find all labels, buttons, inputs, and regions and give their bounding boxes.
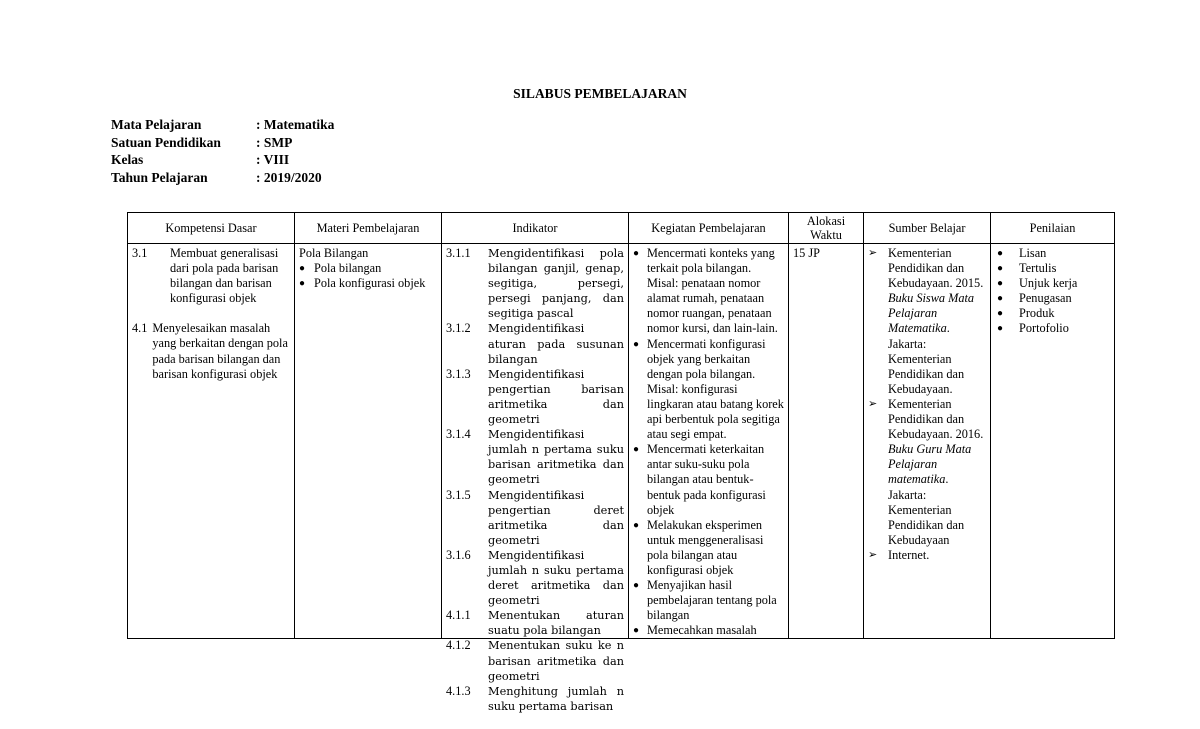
materi-title: Pola Bilangan	[299, 246, 369, 260]
list-item-text: Menyajikan hasil pembelajaran tentang pola bilangan	[647, 578, 777, 623]
list-item	[995, 261, 1110, 276]
header-penilaian: Penilaian	[991, 213, 1115, 244]
list-item-text: Mencermati konfigurasi objek yang berkaitan dengan pola bilangan. Misal: konfigurasi lingkaran atau batang korek api berbentuk pola segitiga atau segi empat.	[647, 336, 784, 442]
kd-number: 3.1	[132, 246, 148, 260]
cell-penilaian	[991, 244, 1115, 639]
list-item	[633, 442, 784, 517]
indikator-number: 3.1.6	[446, 547, 471, 562]
sumber-text: Kementerian Pendidikan dan Kebudayaan. 2015.	[888, 246, 984, 291]
list-item	[995, 276, 1110, 291]
indikator-number: 3.1.1	[446, 246, 471, 260]
header-kompetensi-dasar: Kompetensi Dasar	[128, 213, 295, 244]
list-item-text: Tertulis	[1019, 261, 1057, 276]
meta-value: : Matematika	[256, 117, 335, 132]
list-item-text: Mencermati keterkaitan antar suku-suku pola bilangan atau bentuk-bentuk pada konfigurasi objek	[647, 442, 766, 517]
indikator-text: Mengidentifikasi pengertian barisan aritmetika dan geometri	[488, 367, 624, 427]
indikator-text: Mengidentifikasi jumlah n pertama suku barisan aritmetika dan geometri	[488, 428, 624, 487]
meta-label: Tahun Pelajaran	[111, 169, 208, 185]
arrowhead-bullet-icon: ➢	[868, 548, 878, 561]
meta-label: Mata Pelajaran	[111, 117, 202, 132]
indikator-number: 4.1.3	[446, 683, 471, 698]
list-item-text: Portofolio	[1019, 321, 1069, 336]
meta-row-class	[111, 151, 456, 169]
arrowhead-bullet-icon: ➢	[868, 397, 878, 410]
kd-number: 4.1	[132, 321, 148, 336]
cell-kompetensi-dasar	[128, 244, 295, 639]
indikator-text: Mengidentifikasi pola bilangan ganjil, genap, segitiga, persegi, persegi panjang, dan segitiga pascal	[488, 247, 624, 321]
indikator-text: Menentukan suku ke n barisan aritmetika dan geometri	[488, 639, 624, 683]
indikator-item	[446, 684, 624, 714]
list-item	[633, 518, 784, 578]
indikator-text: Mengidentifikasi pengertian deret aritmetika dan geometri	[488, 488, 624, 547]
document-title: SILABUS PEMBELAJARAN	[513, 86, 687, 101]
list-item-text: Unjuk kerja	[1019, 276, 1078, 291]
kd-text: Membuat generalisasi dari pola pada barisan bilangan dan barisan konfigurasi objek	[170, 246, 279, 306]
syllabus-table	[127, 212, 1115, 713]
list-item	[868, 246, 986, 397]
indikator-item	[446, 246, 624, 321]
indikator-item	[446, 367, 624, 427]
bullet-icon: ●	[997, 248, 1004, 259]
cell-alokasi	[789, 244, 864, 639]
bullet-icon: ●	[997, 308, 1004, 320]
bullet-icon: ●	[997, 293, 1004, 305]
list-item-text: Melakukan eksperimen untuk menggeneralisasi pola bilangan atau konfigurasi objek	[647, 517, 764, 577]
sumber-title: Buku Guru Mata Pelajaran matematika	[888, 442, 972, 487]
indikator-number: 3.1.4	[446, 427, 471, 442]
header-materi: Materi Pembelajaran	[295, 213, 442, 244]
indikator-number: 3.1.5	[446, 487, 471, 502]
indikator-item	[446, 608, 624, 638]
list-item-text: Lisan	[1019, 246, 1047, 260]
list-item	[633, 337, 784, 443]
alokasi-waktu: 15 JP	[793, 246, 820, 260]
meta-row-school	[111, 134, 456, 152]
indikator-number: 4.1.2	[446, 638, 471, 653]
bullet-icon: ●	[997, 278, 1004, 290]
cell-kegiatan	[629, 244, 789, 639]
list-item	[633, 578, 784, 623]
sumber-title: Buku Siswa Mata Pelajaran Matematika	[888, 291, 975, 336]
bullet-icon: ●	[299, 278, 306, 290]
header-kegiatan: Kegiatan Pembelajaran	[629, 213, 789, 244]
bullet-icon: ●	[997, 263, 1004, 275]
meta-label: Satuan Pendidikan	[111, 134, 221, 150]
indikator-item	[446, 427, 624, 487]
kd-item	[132, 246, 290, 306]
list-item-text: Pola bilangan	[314, 261, 382, 276]
bullet-icon: ●	[633, 338, 640, 350]
cell-sumber	[864, 244, 991, 639]
kd-item	[132, 321, 290, 381]
indikator-item	[446, 488, 624, 548]
list-item	[633, 246, 784, 337]
list-item	[995, 306, 1110, 321]
sumber-text: . Jakarta: Kementerian Pendidikan dan Kebudayaan	[888, 472, 965, 547]
bullet-icon: ●	[633, 625, 640, 637]
list-item	[868, 548, 986, 563]
table-row	[128, 244, 1115, 639]
document-meta	[111, 116, 456, 186]
indikator-text: Mengidentifikasi aturan pada susunan bilangan	[488, 322, 624, 366]
list-item	[299, 261, 437, 276]
kd-text: Menyelesaikan masalah yang berkaitan dengan pola pada barisan bilangan dan barisan konfigurasi objek	[152, 321, 288, 381]
indikator-text: Menghitung jumlah n suku pertama barisan	[488, 684, 624, 713]
list-item-text: Produk	[1019, 306, 1055, 321]
cell-materi	[295, 244, 442, 639]
header-alokasi: Alokasi Waktu	[789, 213, 864, 244]
bullet-icon: ●	[633, 519, 640, 531]
list-item-text: Memecahkan masalah	[647, 623, 757, 638]
indikator-number: 4.1.1	[446, 608, 471, 623]
meta-value: : SMP	[256, 134, 293, 150]
header-sumber: Sumber Belajar	[864, 213, 991, 244]
list-item-text: Mencermati konteks yang terkait pola bilangan. Misal: penataan nomor alamat rumah, penataan nomor ruangan, penataan nomor kursi, dan lain-lain.	[647, 246, 778, 336]
meta-row-subject	[111, 116, 456, 134]
meta-row-year	[111, 169, 456, 187]
indikator-number: 3.1.2	[446, 321, 471, 336]
sumber-text: Internet.	[888, 547, 930, 562]
sumber-text: Kementerian Pendidikan dan Kebudayaan. 2016.	[888, 396, 984, 442]
meta-label: Kelas	[111, 152, 144, 167]
list-item-text: Penugasan	[1019, 291, 1072, 306]
list-item	[995, 246, 1110, 261]
cell-indikator	[442, 244, 629, 713]
indikator-text: Menentukan aturan suatu pola bilangan	[488, 609, 624, 638]
bullet-icon: ●	[633, 248, 640, 259]
indikator-number: 3.1.3	[446, 366, 471, 381]
bullet-icon: ●	[633, 580, 640, 592]
header-indikator: Indikator	[442, 213, 629, 244]
indikator-item	[446, 638, 624, 683]
list-item	[995, 291, 1110, 306]
bullet-icon: ●	[633, 444, 640, 456]
list-item	[868, 397, 986, 548]
table-header-row	[128, 213, 1115, 244]
arrowhead-bullet-icon: ➢	[868, 247, 878, 259]
sumber-text: . Jakarta: Kementerian Pendidikan dan Kebudayaan.	[888, 321, 965, 396]
list-item-text: Pola konfigurasi objek	[314, 276, 426, 291]
indikator-text: Mengidentifikasi jumlah n suku pertama deret aritmetika dan geometri	[488, 548, 624, 608]
bullet-icon: ●	[997, 323, 1004, 335]
indikator-item	[446, 548, 624, 608]
list-item	[995, 321, 1110, 336]
list-item	[633, 623, 784, 638]
indikator-item	[446, 321, 624, 366]
meta-value: : VIII	[256, 152, 290, 167]
meta-value: : 2019/2020	[256, 169, 322, 185]
bullet-icon: ●	[299, 263, 306, 275]
list-item	[299, 276, 437, 291]
